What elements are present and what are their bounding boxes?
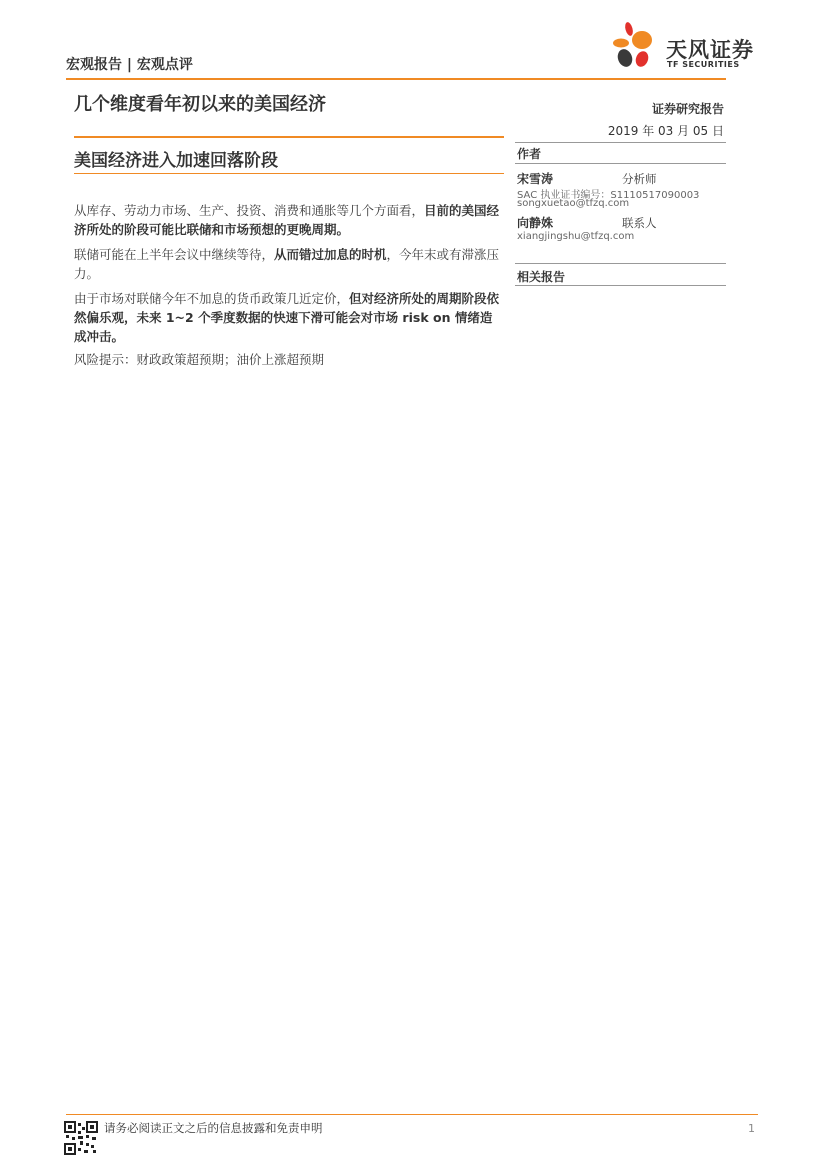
author-role: 联系人	[622, 216, 657, 230]
paragraph-2-bold: 从而错过加息的时机	[274, 247, 387, 262]
author-email[interactable]: songxuetao@tfzq.com	[517, 198, 630, 209]
sidebar-divider	[515, 163, 726, 164]
related-reports-label: 相关报告	[517, 270, 566, 284]
subtitle-divider-bottom	[74, 173, 504, 174]
paragraph-2-text-b: ，今年末或有滞涨压力。	[74, 247, 500, 281]
author-role: 分析师	[622, 172, 657, 186]
paragraph-2	[74, 245, 504, 283]
paragraph-3	[74, 289, 504, 346]
risk-warning: 风险提示：财政政策超预期；油价上涨超预期	[74, 352, 325, 367]
header-divider	[66, 78, 726, 80]
paragraph-1	[74, 201, 504, 239]
breadcrumb: 宏观报告 | 宏观点评	[66, 57, 193, 73]
author-cert: SAC 执业证书编号：S1110517090003	[517, 190, 700, 201]
paragraph-1-bold: 目前的美国经济所处的阶段可能比联储和市场预想的更晚周期。	[74, 203, 500, 237]
page-number: 1	[748, 1122, 755, 1135]
sidebar-divider	[515, 285, 726, 286]
paragraph-2-text-a: 联储可能在上半年会议中继续等待，	[74, 247, 275, 262]
logo-cn: 天风证券	[666, 38, 754, 62]
qr-code-icon	[64, 1121, 98, 1155]
report-type: 证券研究报告	[651, 102, 724, 116]
author-name: 向静姝	[517, 216, 554, 230]
author-name: 宋雪涛	[517, 172, 554, 186]
paragraph-1-text: 从库存、劳动力市场、生产、投资、消费和通胀等几个方面看，	[74, 203, 425, 218]
report-date: 2019 年 03 月 05 日	[607, 124, 724, 138]
sidebar-divider	[515, 142, 726, 143]
authors-label: 作者	[517, 147, 542, 161]
page-title: 几个维度看年初以来的美国经济	[74, 94, 326, 115]
sidebar-divider	[515, 263, 726, 264]
footer-disclaimer: 请务必阅读正文之后的信息披露和免责申明	[104, 1121, 323, 1135]
paragraph-3-bold: 但对经济所处的周期阶段依然偏乐观，未来 1~2 个季度数据的快速下滑可能会对市场 risk on 情绪造成冲击。	[74, 291, 500, 344]
author-email[interactable]: xiangjingshu@tfzq.com	[517, 231, 635, 242]
subtitle: 美国经济进入加速回落阶段	[74, 151, 278, 171]
logo-en: TF SECURITIES	[667, 60, 740, 69]
footer-divider	[66, 1114, 758, 1115]
paragraph-3-text: 由于市场对联储今年不加息的货币政策几近定价，	[74, 291, 350, 306]
subtitle-divider-top	[74, 136, 504, 138]
